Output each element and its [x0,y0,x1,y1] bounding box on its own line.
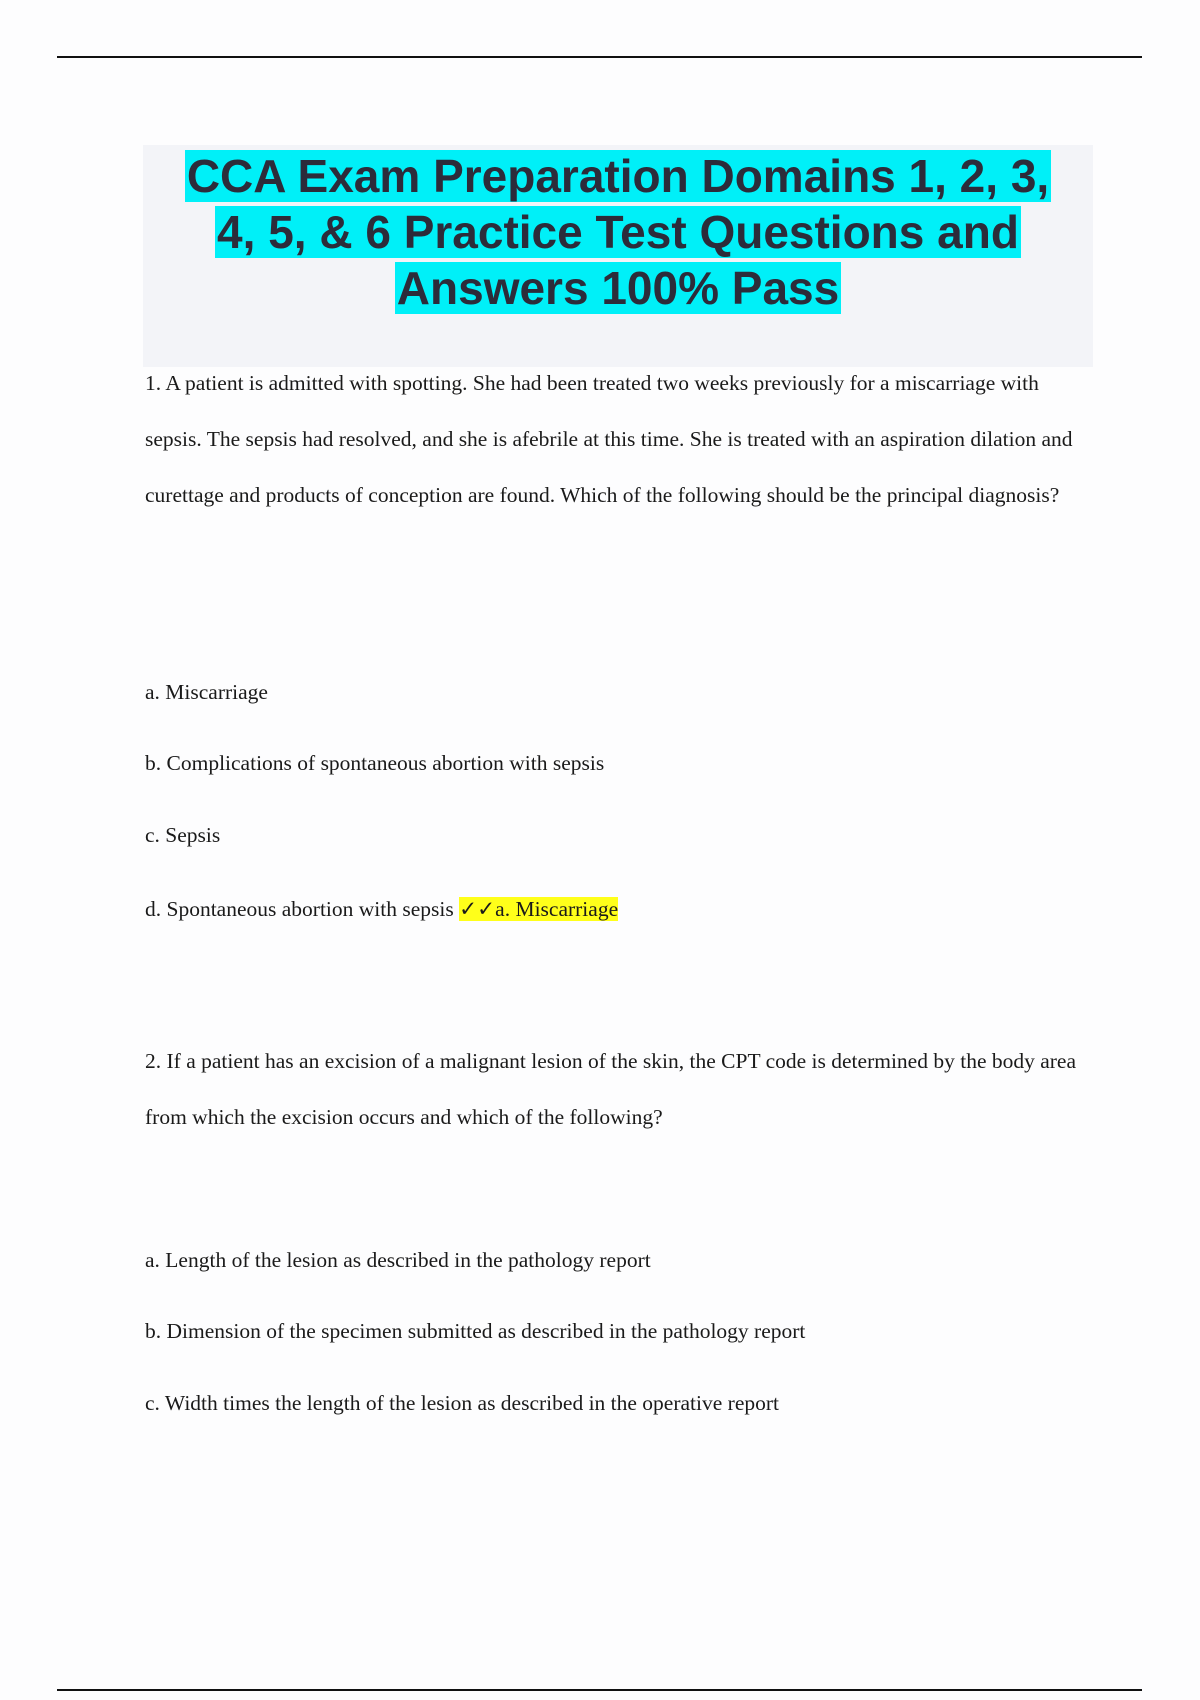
bottom-rule [57,1689,1142,1691]
question-1-option-c: c. Sepsis [145,823,221,847]
question-number: 2. [145,1049,162,1073]
answer-highlight: ✓✓a. Miscarriage [459,897,619,921]
question-number: 1. [145,371,162,395]
question-1 [145,355,1095,523]
question-1-option-b: b. Complications of spontaneous abortion with sepsis [145,751,605,775]
question-2-option-a: a. Length of the lesion as described in the pathology report [145,1248,651,1272]
question-1-option-a: a. Miscarriage [145,680,268,704]
question-text: If a patient has an excision of a malignant lesion of the skin, the CPT code is determined by the body area from which the excision occurs and which of the following? [145,1049,1077,1129]
question-1-option-d [145,894,618,924]
title-line: Answers 100% Pass [396,262,840,314]
question-2-option-c: c. Width times the length of the lesion as described in the operative report [145,1391,779,1415]
question-2-option-b: b. Dimension of the specimen submitted as described in the pathology report [145,1319,806,1343]
top-rule [57,56,1142,58]
title-line: 4, 5, & 6 Practice Test Questions and [217,206,1019,258]
question-2 [145,1033,1095,1145]
title-line: CCA Exam Preparation Domains 1, 2, 3, [186,150,1050,202]
option-d-text: d. Spontaneous abortion with sepsis [145,897,454,921]
question-text: A patient is admitted with spotting. She had been treated two weeks previously for a miscarriage with sepsis. The sepsis had resolved, and she is afebrile at this time. She is treated with an aspiration dilation and curettage and products of conception are found. Which of the following should be the principal diagnosis? [145,371,1073,507]
document-title [143,148,1093,316]
